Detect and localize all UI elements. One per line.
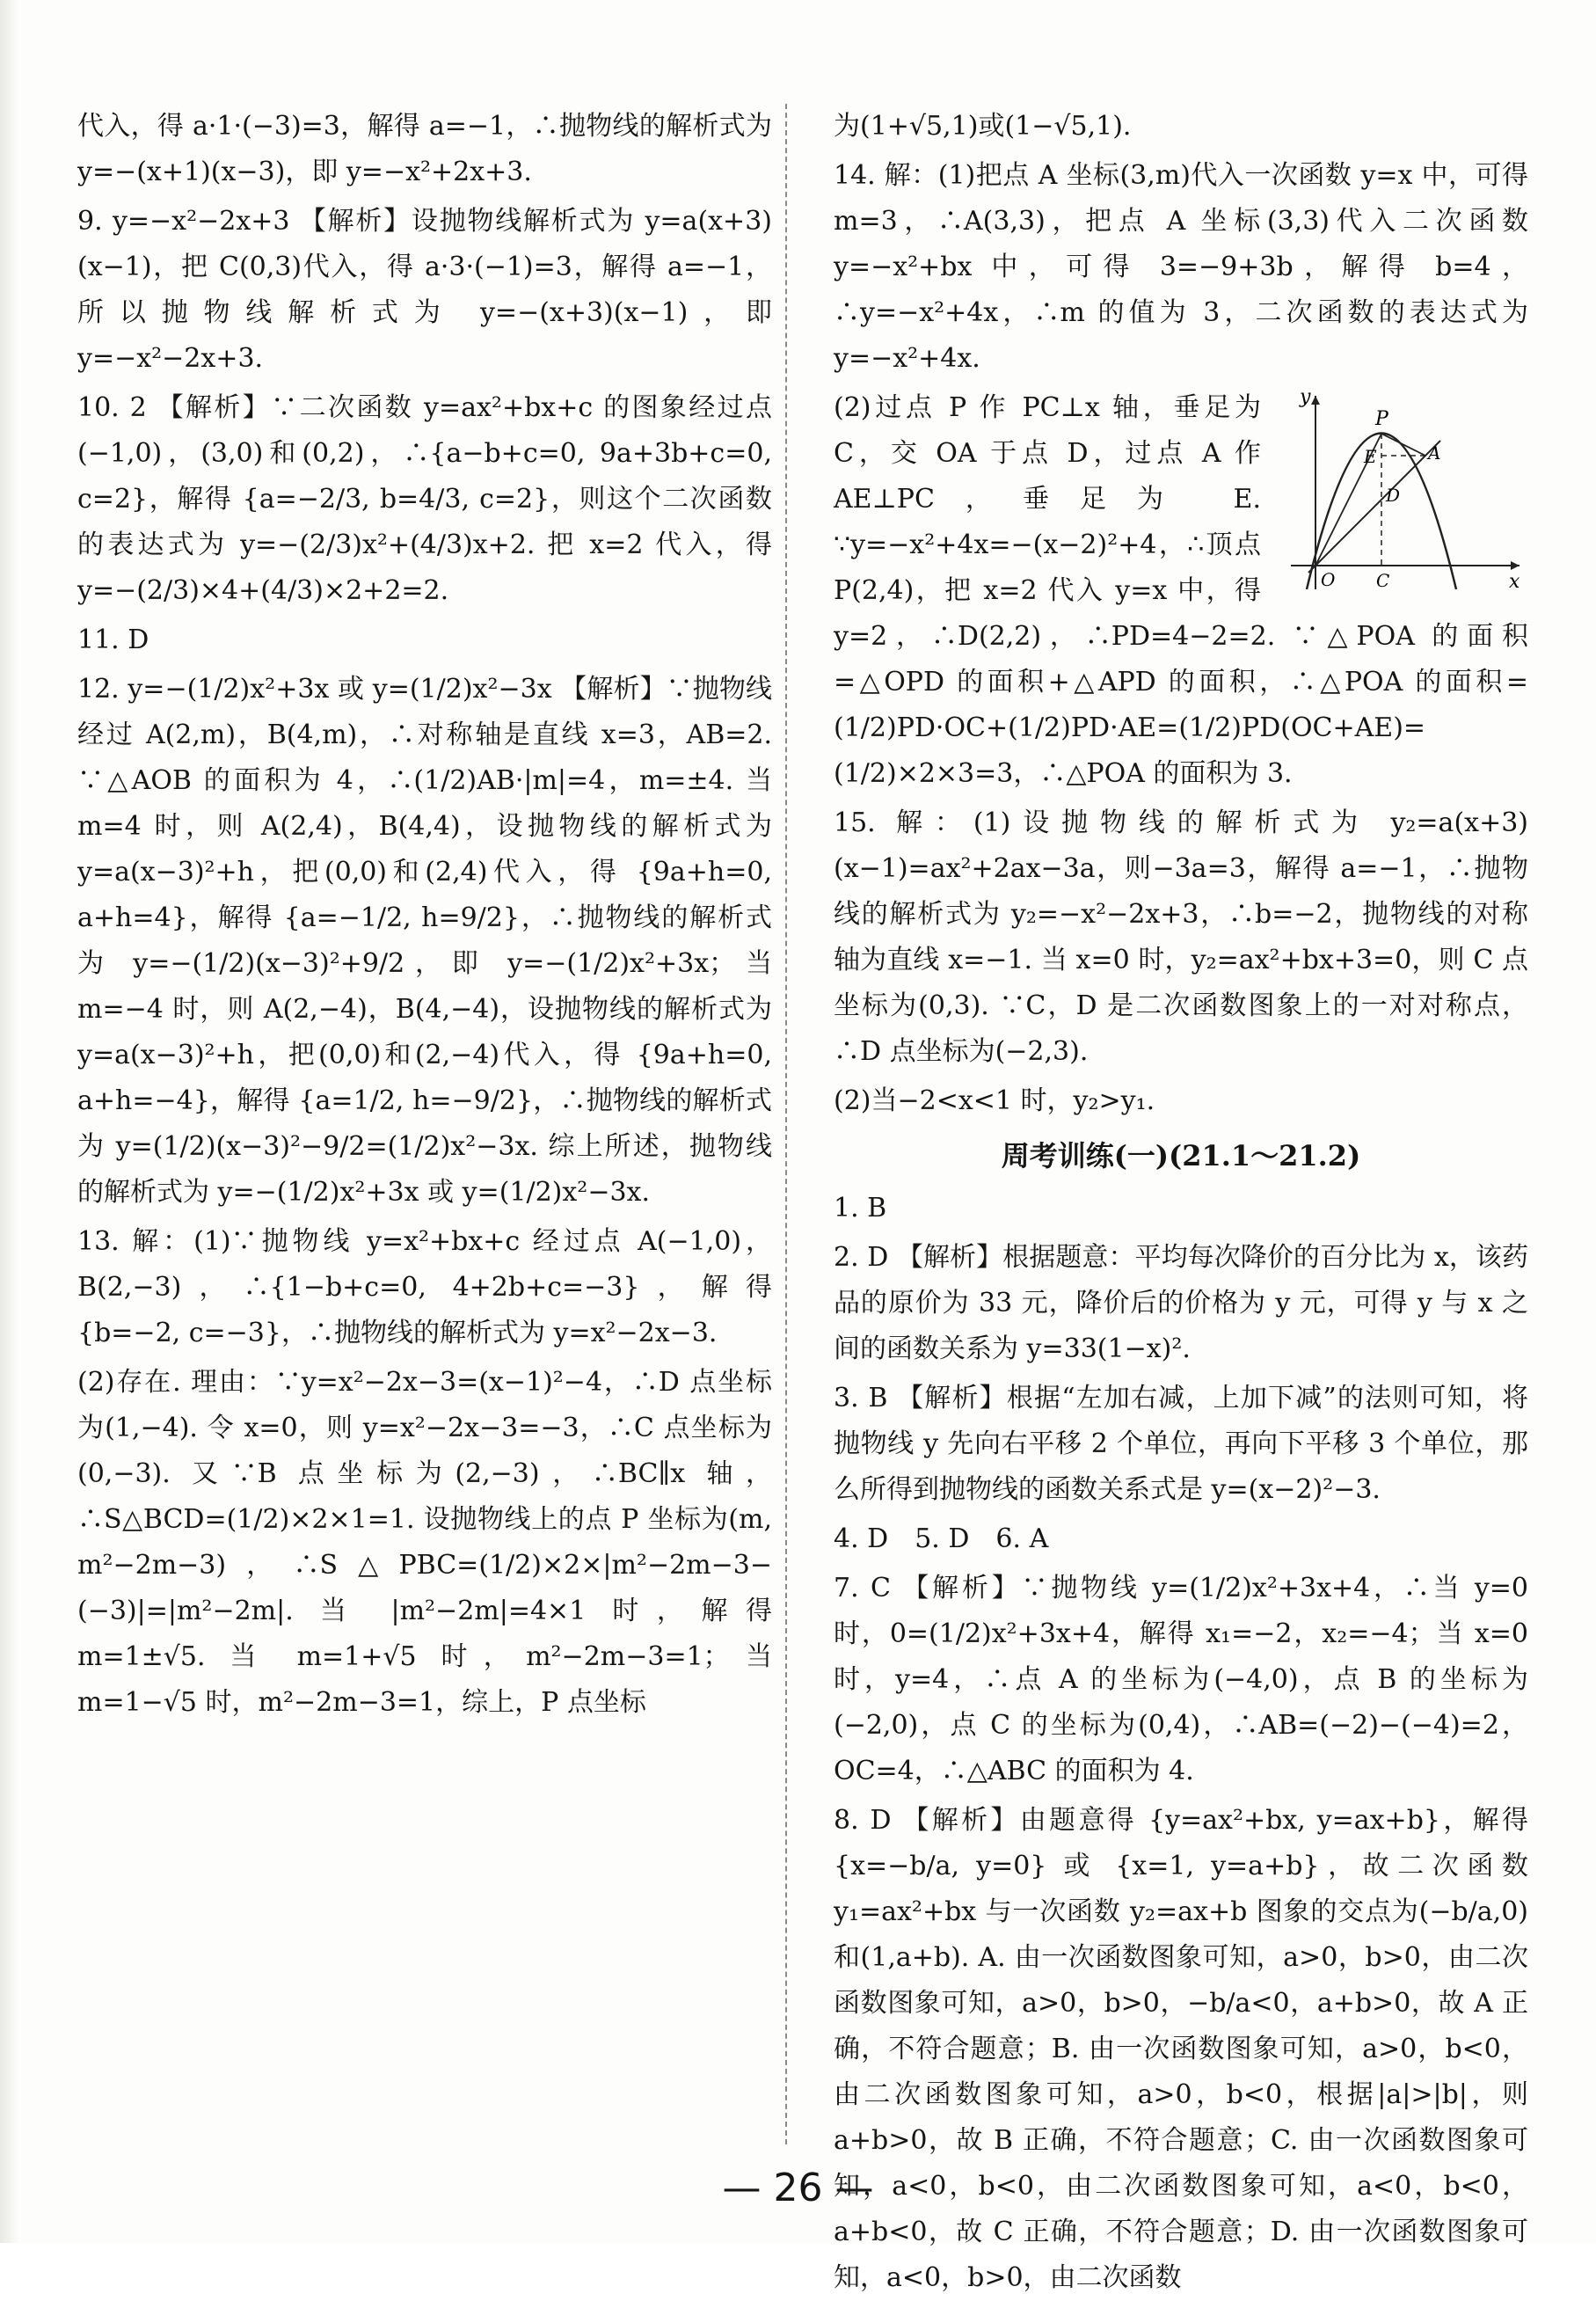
answer-7: 7. C 【解析】∵抛物线 y=(1/2)x²+3x+4，∴当 y=0 时，0=(1/2)x²+3x+4，解得 x₁=−2，x₂=−4；当 x=0 时，y=4，∴点 A 的坐标为(−4,0)，点 B 的坐标为(−2,0)，点 C 的坐标为(0,4)，∴AB=(−2)−(−4)=2，OC=4，∴△ABC 的面积为 4.: [834, 1573, 1528, 1786]
parabola-graph: [1273, 385, 1528, 596]
answer-13-part-1: 13. 解：(1)∵抛物线 y=x²+bx+c 经过点 A(−1,0)，B(2,−3)，∴{1−b+c=0, 4+2b+c=−3}，解得 {b=−2, c=−3}，∴抛物线的解析式为 y=x²−2x−3.: [77, 1226, 772, 1348]
answer-1: 1. B: [834, 1193, 887, 1224]
answer-14-part-2: (2)过点 P 作 PC⊥x 轴，垂足为 C，交 OA 于点 D，过点 A 作 AE⊥PC，垂足为 E. ∵y=−x²+4x=−(x−2)²+4，∴顶点 P(2,4)，把 x=2 代入 y=x 中，得 y=2，∴D(2,2)，∴PD=4−2=2. ∵△POA 的面积=△OPD 的面积+△APD 的面积，∴△POA 的面积=(1/2)PD·OC+(1/2)PD·AE=(1/2)PD(OC+AE)=(1/2)×2×3=3，∴△POA 的面积为 3.: [834, 392, 1528, 789]
answer-9: 9. y=−x²−2x+3 【解析】设抛物线解析式为 y=a(x+3)(x−1)，把 C(0,3)代入，得 a·3·(−1)=3，解得 a=−1，所以抛物线解析式为 y=−(x+3)(x−1)，即 y=−x²−2x+3.: [77, 206, 772, 374]
point-a-label: A: [1428, 442, 1441, 464]
scan-edge-shadow: [0, 0, 19, 2243]
right-column: [834, 104, 1528, 2293]
answer-10: 10. 2 【解析】∵二次函数 y=ax²+bx+c 的图象经过点(−1,0)，(3,0)和(0,2)，∴{a−b+c=0, 9a+3b+c=0, c=2}，解得 {a=−2/3, b=4/3, c=2}，则这个二次函数的表达式为 y=−(2/3)x²+(4/3)x+2. 把 x=2 代入，得 y=−(2/3)×4+(4/3)×2+2=2.: [77, 392, 772, 606]
answer-8: 8. D 【解析】由题意得 {y=ax²+bx, y=ax+b}，解得 {x=−b/a, y=0} 或 {x=1, y=a+b}，故二次函数 y₁=ax²+bx 与一次函数 y₂=ax+b 图象的交点为(−b/a,0)和(1,a+b). A. 由一次函数图象可知，a>0，b>0，由二次函数图象可知，a>0，b>0，−b/a<0，a+b>0，故 A 正确，不符合题意；B. 由一次函数图象可知，a>0，b<0，由二次函数图象可知，a>0，b<0，根据|a|>|b|，则 a+b>0，故 B 正确，不符合题意；C. 由一次函数图象可知，a<0，b<0，由二次函数图象可知，a<0，b<0，a+b<0，故 C 正确，不符合题意；D. 由一次函数图象可知，a<0，b>0，由二次函数: [834, 1805, 1528, 2293]
column-divider: [785, 104, 787, 2144]
text-block: 代入，得 a·1·(−3)=3，解得 a=−1，∴抛物线的解析式为 y=−(x+1)(x−3)，即 y=−x²+2x+3.: [77, 111, 772, 187]
answer-11: 11. D: [77, 625, 149, 655]
answer-15-part-1: 15. 解：(1)设抛物线的解析式为 y₂=a(x+3)(x−1)=ax²+2ax−3a，则−3a=3，解得 a=−1，∴抛物线的解析式为 y₂=−x²−2x+3，∴b=−2，抛物线的对称轴为直线 x=−1. 当 x=0 时，y₂=ax²+bx+3=0，则 C 点坐标为(0,3). ∵C，D 是二次函数图象上的一对对称点，∴D 点坐标为(−2,3).: [834, 807, 1528, 1067]
x-axis-label: x: [1509, 571, 1520, 593]
answer-12: 12. y=−(1/2)x²+3x 或 y=(1/2)x²−3x 【解析】∵抛物线经过 A(2,m)，B(4,m)，∴对称轴是直线 x=3，AB=2. ∵△AOB 的面积为 4，∴(1/2)AB·|m|=4，m=±4. 当 m=4 时，则 A(2,4)，B(4,4)，设抛物线的解析式为 y=a(x−3)²+h，把(0,0)和(2,4)代入，得 {9a+h=0, a+h=4}，解得 {a=−1/2, h=9/2}，∴抛物线的解析式为 y=−(1/2)(x−3)²+9/2，即 y=−(1/2)x²+3x；当 m=−4 时，则 A(2,−4)，B(4,−4)，设抛物线的解析式为 y=a(x−3)²+h，把(0,0)和(2,−4)代入，得 {9a+h=0, a+h=−4}，解得 {a=1/2, h=−9/2}，∴抛物线的解析式为 y=(1/2)(x−3)²−9/2=(1/2)x²−3x. 综上所述，抛物线的解析式为 y=−(1/2)x²+3x 或 y=(1/2)x²−3x.: [77, 674, 772, 1208]
origin-label: O: [1321, 569, 1336, 590]
y-axis-label: y: [1300, 386, 1311, 408]
answer-15-part-2: (2)当−2<x<1 时，y₂>y₁.: [834, 1085, 1155, 1116]
y-axis-arrow: [1311, 396, 1320, 405]
point-e-label: E: [1364, 446, 1377, 467]
answer-13-part-2: (2)存在. 理由：∵y=x²−2x−3=(x−1)²−4，∴D 点坐标为(1,−4). 令 x=0，则 y=x²−2x−3=−3，∴C 点坐标为(0,−3). 又∵B 点坐标为(2,−3)，∴BC∥x 轴，∴S△BCD=(1/2)×2×1=1. 设抛物线上的点 P 坐标为(m, m²−2m−3)，∴S△PBC=(1/2)×2×|m²−2m−3−(−3)|=|m²−2m|. 当 |m²−2m|=4×1 时，解得 m=1±√5. 当 m=1+√5 时，m²−2m−3=1；当 m=1−√5 时，m²−2m−3=1，综上，P 点坐标: [77, 1367, 772, 1718]
point-d-label: D: [1386, 485, 1401, 506]
section-title: 周考训练(一)(21.1～21.2): [1001, 1139, 1361, 1172]
answer-2: 2. D 【解析】根据题意：平均每次降价的百分比为 x，该药品的原价为 33 元，降价后的价格为 y 元，可得 y 与 x 之间的函数关系为 y=33(1−x)².: [834, 1242, 1528, 1364]
text-block: 为(1+√5,1)或(1−√5,1).: [834, 111, 1132, 142]
point-p-label: P: [1375, 408, 1388, 430]
left-column: [77, 104, 772, 2146]
answer-14-part-1: 14. 解：(1)把点 A 坐标(3,m)代入一次函数 y=x 中，可得 m=3，∴A(3,3)，把点 A 坐标(3,3)代入二次函数 y=−x²+bx 中，可得 3=−9+3b，解得 b=4，∴y=−x²+4x，∴m 的值为 3，二次函数的表达式为 y=−x²+4x.: [834, 160, 1528, 374]
answer-3: 3. B 【解析】根据“左加右减，上加下减”的法则可知，将抛物线 y 先向右平移 2 个单位，再向下平移 3 个单位，那么所得到抛物线的函数关系式是 y=(x−2)²−3.: [834, 1383, 1528, 1505]
segment-pa: [1381, 434, 1425, 456]
point-c-label: C: [1376, 570, 1390, 591]
answers-4-to-6: 4. D 5. D 6. A: [834, 1523, 1049, 1554]
x-axis-arrow: [1511, 561, 1519, 570]
page-number: — 26 —: [722, 2166, 874, 2210]
